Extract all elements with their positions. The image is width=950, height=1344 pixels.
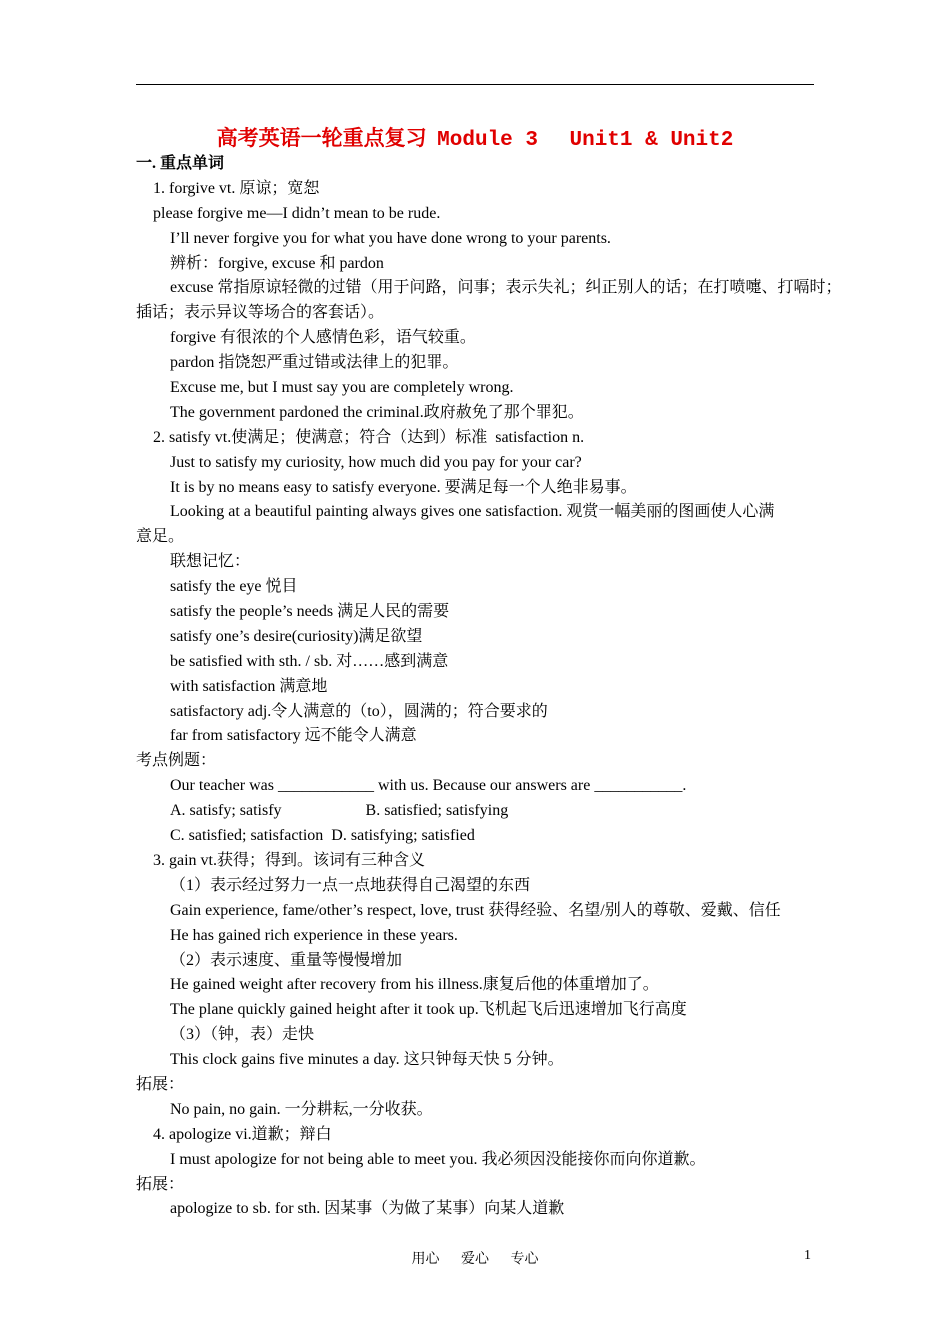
text-line xyxy=(136,874,816,899)
line-text: It is by no means easy to satisfy everyone. 要满足每一个人绝非易事。 xyxy=(170,478,637,496)
text-line xyxy=(136,1048,816,1073)
line-text: C. satisfied; satisfaction D. satisfying; satisfied xyxy=(170,827,475,845)
text-line xyxy=(136,575,816,600)
text-line xyxy=(136,326,816,351)
text-line xyxy=(136,401,816,426)
text-line xyxy=(136,973,816,998)
text-line xyxy=(136,625,816,650)
page-number: 1 xyxy=(804,1248,811,1263)
line-text: 考点例题： xyxy=(136,752,217,770)
line-text: Just to satisfy my curiosity, how much did you pay for your car? xyxy=(170,453,582,471)
line-text: 联想记忆： xyxy=(170,553,251,571)
text-line xyxy=(136,525,816,550)
text-line xyxy=(136,276,842,301)
line-text: （3）（钟，表）走快 xyxy=(170,1026,315,1044)
line-text: This clock gains five minutes a day. 这只钟每天快 5 分钟。 xyxy=(170,1051,564,1069)
line-text: Excuse me, but I must say you are completely wrong. xyxy=(170,379,514,397)
line-text: please forgive me—I didn’t mean to be rude. xyxy=(153,204,441,222)
text-line xyxy=(136,799,816,824)
text-line xyxy=(136,899,816,924)
text-line xyxy=(136,1073,816,1098)
line-text: （2）表示速度、重量等慢慢增加 xyxy=(170,951,403,969)
line-text: forgive 有很浓的个人感情色彩，语气较重。 xyxy=(170,329,476,347)
text-line xyxy=(136,252,816,277)
text-line xyxy=(136,1148,816,1173)
page-title xyxy=(0,124,950,155)
line-text: I must apologize for not being able to meet you. 我必须因没能接你而向你道歉。 xyxy=(170,1150,706,1168)
line-text: 辨析：forgive, excuse 和 pardon xyxy=(170,254,384,272)
text-line xyxy=(136,675,816,700)
text-line xyxy=(136,700,816,725)
text-line xyxy=(136,824,816,849)
line-text: excuse 常指原谅轻微的过错（用于问路，问事；表示失礼；纠正别人的话；在打喷嚏、打嗝时； xyxy=(170,279,842,297)
text-line xyxy=(136,1173,816,1198)
line-text: 拓展： xyxy=(136,1175,185,1193)
line-text: Our teacher was ____________ with us. Because our answers are ___________. xyxy=(170,777,687,795)
text-line xyxy=(136,500,816,525)
title-chinese: 高考英语一轮重点复习 xyxy=(216,126,427,150)
header-rule xyxy=(136,84,814,85)
text-line xyxy=(136,1023,816,1048)
text-line xyxy=(136,1098,816,1123)
line-text: 4. apologize vi.道歉；辩白 xyxy=(153,1125,332,1143)
text-line xyxy=(136,426,816,451)
line-text: The plane quickly gained height after it took up.飞机起飞后迅速增加飞行高度 xyxy=(170,1001,687,1019)
text-line xyxy=(136,650,816,675)
line-text: Looking at a beautiful painting always gives one satisfaction. 观赏一幅美丽的图画使人心满 xyxy=(170,503,775,521)
text-line xyxy=(136,749,816,774)
footer-word: 用心 xyxy=(411,1252,440,1267)
line-text: 3. gain vt.获得；得到。该词有三种含义 xyxy=(153,851,425,869)
text-line xyxy=(136,451,816,476)
line-text: satisfy the people’s needs 满足人民的需要 xyxy=(170,603,450,621)
line-text: The government pardoned the criminal.政府赦免了那个罪犯。 xyxy=(170,403,584,421)
line-text: with satisfaction 满意地 xyxy=(170,677,328,695)
text-line xyxy=(136,152,816,177)
line-text: pardon 指饶恕严重过错或法律上的犯罪。 xyxy=(170,354,459,372)
line-text: 1. forgive vt. 原谅；宽恕 xyxy=(153,179,320,197)
text-line xyxy=(136,351,816,376)
text-line xyxy=(136,600,816,625)
line-text: （1）表示经过努力一点一点地获得自己渴望的东西 xyxy=(170,876,531,894)
line-text: I’ll never forgive you for what you have done wrong to your parents. xyxy=(170,229,611,247)
text-line xyxy=(136,849,816,874)
text-line xyxy=(136,949,816,974)
line-text: far from satisfactory 远不能令人满意 xyxy=(170,727,417,745)
title-units: Unit1 & Unit2 xyxy=(569,129,734,152)
line-text: He has gained rich experience in these years. xyxy=(170,926,458,944)
line-text: be satisfied with sth. / sb. 对……感到满意 xyxy=(170,652,449,670)
text-line xyxy=(136,1123,816,1148)
line-text: 插话；表示异议等场合的客套话）。 xyxy=(136,304,385,322)
text-line xyxy=(136,998,816,1023)
text-line xyxy=(136,774,816,799)
text-line xyxy=(136,301,816,326)
text-line xyxy=(136,227,816,252)
line-text: He gained weight after recovery from his illness.康复后他的体重增加了。 xyxy=(170,976,659,994)
text-line xyxy=(136,550,816,575)
text-line xyxy=(136,376,816,401)
text-line xyxy=(136,202,816,227)
text-line xyxy=(136,924,816,949)
line-text: satisfy the eye 悦目 xyxy=(170,578,298,596)
line-text: apologize to sb. for sth. 因某事（为做了某事）向某人道歉 xyxy=(170,1200,565,1218)
line-text: No pain, no gain. 一分耕耘,一分收获。 xyxy=(170,1100,433,1118)
document-body xyxy=(136,152,842,1222)
line-text: satisfy one’s desire(curiosity)满足欲望 xyxy=(170,627,423,645)
text-line xyxy=(136,1197,816,1222)
line-text: satisfactory adj.令人满意的（to），圆满的；符合要求的 xyxy=(170,702,548,720)
line-text: 意足。 xyxy=(136,528,185,546)
line-text: 2. satisfy vt.使满足；使满意；符合（达到）标准 satisfaction n. xyxy=(153,428,585,446)
line-text: 拓展： xyxy=(136,1075,185,1093)
line-text: Gain experience, fame/other’s respect, love, trust 获得经验、名望/别人的尊敬、爱戴、信任 xyxy=(170,901,781,919)
line-text: 一. 重点单词 xyxy=(136,155,225,172)
text-line xyxy=(136,476,816,501)
title-module: Module 3 xyxy=(437,129,538,152)
line-text-option: B. satisfied; satisfying xyxy=(365,802,509,820)
text-line xyxy=(136,724,816,749)
footer-word: 专心 xyxy=(510,1252,539,1267)
footer-word: 爱心 xyxy=(461,1252,489,1267)
line-text: A. satisfy; satisfy xyxy=(170,802,282,820)
text-line xyxy=(136,177,816,202)
